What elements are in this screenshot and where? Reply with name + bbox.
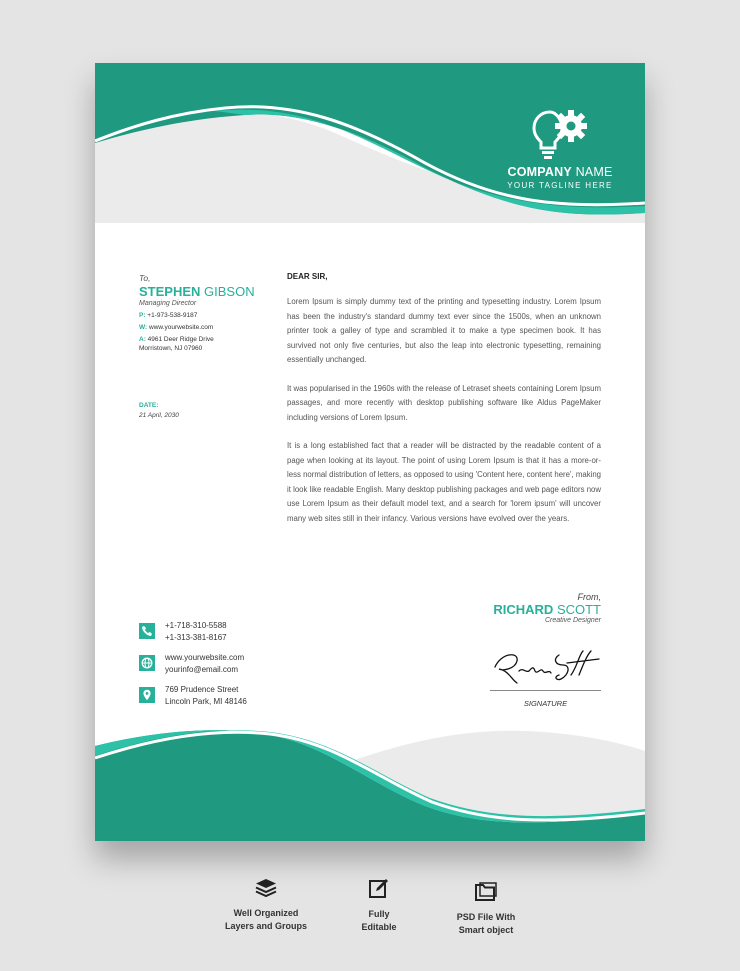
sender-title: Creative Designer xyxy=(544,617,601,624)
letterhead-page xyxy=(95,63,645,841)
greeting: DEAR SIR, xyxy=(287,272,328,281)
layers-icon xyxy=(254,877,278,899)
lightbulb-gear-icon xyxy=(528,106,592,160)
recipient-title: Managing Director xyxy=(139,300,197,307)
signature-label: SIGNATURE xyxy=(523,699,568,708)
footer-wave xyxy=(95,726,645,841)
feature-label: Layers and Groups xyxy=(224,920,308,931)
paragraph: Lorem Ipsum is simply dummy text of the printing and typesetting industry. Lorem Ipsum has been the industry's standard dummy text ever since the 1500s, when an unknown printer took a galley of type and scrambled it to make a type specimen book. It has survived not only five centuries, but also the leap into electronic typesetting, remaining essentially unchanged. xyxy=(287,297,601,364)
location-pin-icon xyxy=(139,687,155,703)
phone-number-1: +1-718-310-5588 xyxy=(165,621,227,630)
company-logo xyxy=(490,106,630,190)
from-label: From, xyxy=(577,592,601,602)
address-line-2: Lincoln Park, MI 48146 xyxy=(165,697,247,706)
address-line-1: 769 Prudence Street xyxy=(165,685,239,694)
recipient-name: STEPHEN GIBSON xyxy=(139,284,255,299)
phone-icon xyxy=(139,623,155,639)
recipient-phone: P: +1-973-538-9187 xyxy=(139,312,198,319)
signature-line xyxy=(490,690,601,691)
sender-block xyxy=(435,592,601,624)
feature-layers xyxy=(221,877,311,932)
phone-number-2: +1-313-381-8167 xyxy=(165,633,227,642)
feature-editable xyxy=(347,876,411,933)
edit-icon xyxy=(367,876,391,900)
signature-image xyxy=(487,645,605,689)
feature-label: Fully xyxy=(368,909,390,919)
paragraph: It was popularised in the 1960s with the release of Letraset sheets containing Lorem Ipsum passages, and more recently with desktop publishing software like Aldus PageMaker including versions of Lorem Ipsum. xyxy=(287,383,601,422)
website: www.yourwebsite.com xyxy=(165,653,245,662)
sender-name: RICHARD SCOTT xyxy=(493,602,601,617)
feature-label: Smart object xyxy=(458,924,514,935)
feature-label: Well Organized xyxy=(233,908,299,918)
email: yourinfo@email.com xyxy=(165,665,239,674)
recipient-block xyxy=(139,273,279,353)
date-label: DATE: xyxy=(139,402,159,409)
date-value: 21 April, 2030 xyxy=(139,412,179,419)
company-tagline: YOUR TAGLINE HERE xyxy=(507,181,613,190)
to-label: To, xyxy=(139,273,151,283)
recipient-website: W: www.yourwebsite.com xyxy=(139,324,214,331)
letter-body xyxy=(287,272,601,540)
recipient-address-line2: Morristown, NJ 07960 xyxy=(139,345,203,352)
recipient-address: A: 4961 Deer Ridge Drive xyxy=(139,336,214,343)
globe-icon xyxy=(139,655,155,671)
folder-icon xyxy=(474,881,498,903)
recipient-contact-details xyxy=(139,311,279,353)
paragraph: It is a long established fact that a reader will be distracted by the readable content of a page when looking at its layout. The point of using Lorem Ipsum is that it has a more-or-less normal distribution of letters, as opposed to using 'Content here, content here', making it look like readable English. Many desktop publishing packages and web page editors now use Lorem Ipsum as their default model text, and a search for 'lorem ipsum' will uncover many web sites still in their infancy. Various versions have evolved over the years. xyxy=(287,441,601,523)
feature-label: PSD File With xyxy=(456,912,516,922)
feature-label: Editable xyxy=(361,921,397,932)
feature-psd xyxy=(446,881,526,936)
company-name: COMPANY NAME xyxy=(507,165,613,179)
